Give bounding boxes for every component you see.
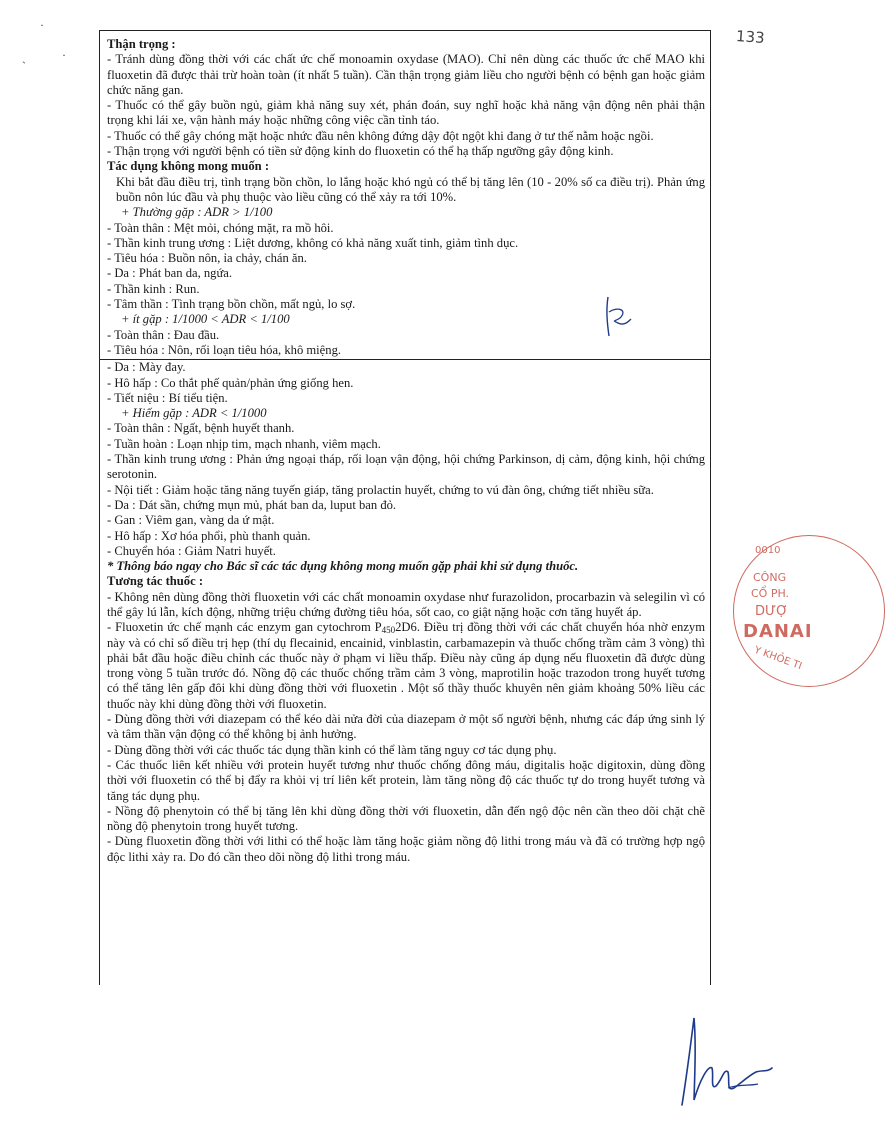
paragraph: - Da : Mày đay.	[107, 360, 186, 375]
paragraph: - Tránh dùng đồng thời với các chất ức chế monoamin oxydase (MAO). Chỉ nên dùng các thuốc ức chế MAO khi fluoxetin đã được thải trừ hoàn toàn (ít nhất 5 tuần). Cần thận trọng giảm liều cho người bệnh có bệnh gan hoặc giảm chức năng gan.	[107, 52, 705, 97]
paragraph: - Da : Phát ban da, ngứa.	[107, 266, 233, 281]
paragraph: - Toàn thân : Ngất, bệnh huyết thanh.	[107, 421, 295, 436]
signature	[668, 1010, 778, 1110]
stamp-name: DANAI	[743, 621, 813, 642]
paragraph: - Hô hấp : Xơ hóa phổi, phù thanh quản.	[107, 528, 311, 543]
paragraph-text: - Fluoxetin ức chế mạnh các enzym gan cytochrom P	[107, 620, 382, 635]
paragraph: - Nội tiết : Giảm hoặc tăng năng tuyến giáp, tăng prolactin huyết, chứng to vú đàn ông, chứng tiết nhiều sữa.	[107, 482, 654, 497]
section-heading: Tương tác thuốc :	[107, 574, 204, 589]
subscript: 450	[381, 625, 396, 636]
paragraph: Khi bắt đầu điều trị, tình trạng bồn chồn, lo lắng hoặc khó ngủ có thể bị tăng lên (10 - 20% số ca điều trị). Phản ứng buồn nôn lúc đầu và phụ thuộc vào liều cũng có thể xảy ra tới 10%.	[116, 174, 705, 204]
frequency-subheading: + Thường gặp : ADR > 1/100	[121, 205, 273, 220]
paragraph: - Không nên dùng đồng thời fluoxetin với các chất monoamin oxydase như furazolidon, procarbazin và selegilin vì có thể gây lú lẫn, kích động, những triệu chứng đường tiêu hóa, sốt cao, co giật nặng hoặc cơn tăng huyết áp.	[107, 589, 705, 619]
paragraph: - Thận trọng với người bệnh có tiền sử động kinh do fluoxetin có thể hạ thấp ngưỡng gây động kinh.	[107, 144, 614, 159]
paragraph	[107, 620, 705, 712]
stamp-code: 0010	[755, 545, 781, 556]
stamp-text: Y KHỎE TI	[752, 644, 804, 673]
paragraph: - Da : Dát sần, chứng mụn mủ, phát ban da, luput ban đỏ.	[107, 497, 397, 512]
warning-notice: * Thông báo ngay cho Bác sĩ các tác dụng không mong muốn gặp phải khi sử dụng thuốc.	[107, 559, 579, 574]
paragraph: - Thần kinh trung ương : Phản ứng ngoại tháp, rối loạn vận động, hội chứng Parkinson, dị cảm, động kinh, hội chứng serotonin.	[107, 452, 705, 482]
paragraph: - Các thuốc liên kết nhiều với protein huyết tương như thuốc chống đông máu, digitalis hoặc digitoxin, dùng đồng thời với fluoxetin có thể bị đẩy ra khỏi vị trí liên kết protein, làm tăng nồng độ các thuốc tự do trong huyết tương và tăng tác dụng phụ.	[107, 757, 705, 803]
section-heading: Thận trọng :	[107, 37, 176, 51]
scan-speck: ·	[62, 48, 66, 62]
document-body	[107, 37, 705, 865]
frequency-subheading: + Hiếm gặp : ADR < 1/1000	[121, 406, 267, 421]
paragraph: - Toàn thân : Đau đầu.	[107, 327, 220, 342]
paragraph: - Thần kinh trung ương : Liệt dương, không có khả năng xuất tinh, giảm tình dục.	[107, 235, 519, 250]
paragraph: - Dùng đồng thời với diazepam có thể kéo dài nửa đời của diazepam ở một số người bệnh, nhưng các đáp ứng sinh lý và tâm thần vận động có thể không bị ảnh hưởng.	[107, 712, 705, 742]
paragraph: - Dùng fluoxetin đồng thời với lithi có thể hoặc làm tăng hoặc giảm nồng độ lithi trong máu và đã có trường hợp ngộ độc lithi xảy ra. Do đó cần theo dõi nồng độ lithi trong máu.	[107, 834, 705, 864]
paragraph: - Thuốc có thể gây chóng mặt hoặc nhức đầu nên không đứng dậy đột ngột khi đang ở tư thế nằm hoặc ngồi.	[107, 128, 654, 143]
paragraph: - Thuốc có thể gây buồn ngủ, giảm khả năng suy xét, phán đoán, suy nghĩ hoặc khả năng vận động nên phải thận trọng khi lái xe, vận hành máy hoặc những công việc cần tỉnh táo.	[107, 98, 705, 128]
scan-speck: ·	[40, 18, 44, 32]
paragraph: - Nồng độ phenytoin có thể bị tăng lên khi dùng đồng thời với fluoxetin, dẫn đến ngộ độc nên cần theo dõi chặt chẽ nồng độ phenytoin trong huyết tương.	[107, 803, 705, 834]
company-stamp	[733, 535, 813, 675]
paragraph: - Hô hấp : Co thắt phế quản/phản ứng giống hen.	[107, 375, 354, 390]
handwritten-initial-mark	[598, 292, 638, 342]
paragraph: - Gan : Viêm gan, vàng da ứ mật.	[107, 513, 275, 528]
paragraph: - Tiết niệu : Bí tiểu tiện.	[107, 390, 228, 405]
paragraph: - Toàn thân : Mệt mỏi, chóng mặt, ra mồ hôi.	[107, 220, 334, 235]
paragraph: - Chuyển hóa : Giảm Natri huyết.	[107, 543, 276, 558]
frequency-subheading: + ít gặp : 1/1000 < ADR < 1/100	[121, 312, 290, 327]
paragraph: - Thần kinh : Run.	[107, 281, 200, 296]
scan-speck: ˏ	[22, 50, 26, 64]
paragraph: - Tâm thần : Tình trạng bồn chồn, mất ngủ, lo sợ.	[107, 297, 356, 312]
paragraph: - Dùng đồng thời với các thuốc tác dụng thần kinh có thể làm tăng nguy cơ tác dụng phụ.	[107, 742, 557, 757]
section-heading: Tác dụng không mong muốn :	[107, 159, 270, 174]
page-number: 133	[735, 27, 766, 47]
paragraph: - Tiêu hóa : Nôn, rối loạn tiêu hóa, khô miệng.	[107, 342, 342, 357]
paragraph: - Tiêu hóa : Buồn nôn, ỉa chảy, chán ăn.	[107, 251, 307, 266]
stamp-text: CỔ PH.	[751, 587, 790, 600]
stamp-text: DƯỢ	[755, 604, 789, 619]
paragraph-text: 2D6. Điều trị đồng thời với các chất chuyển hóa nhờ enzym này và có chỉ số điều trị hẹp (thí dụ flecainid, encainid, vinblastin, carbamazepin và thuốc chống trầm cảm 3 vòng) thì phải bắt đầu hoặc điều chỉnh các thuốc này ở phạm vi liều thấp. Điều này cũng áp dụng nếu fluoxetin đã được dùng trong vòng 5 tuần trước đó. Nồng độ các thuốc chống trầm cảm 3 vòng, maprotilin hoặc trazodon trong huyết tương có thể tăng lên gấp đôi khi dùng đồng thời với fluoxetin . Một số thầy thuốc khuyên nên giảm khoảng 50% liều các thuốc này khi dùng đồng thời với fluoxetin.	[107, 620, 705, 711]
paragraph: - Tuần hoàn : Loạn nhịp tim, mạch nhanh, viêm mạch.	[107, 436, 381, 451]
stamp-text: CÔNG	[753, 571, 787, 584]
